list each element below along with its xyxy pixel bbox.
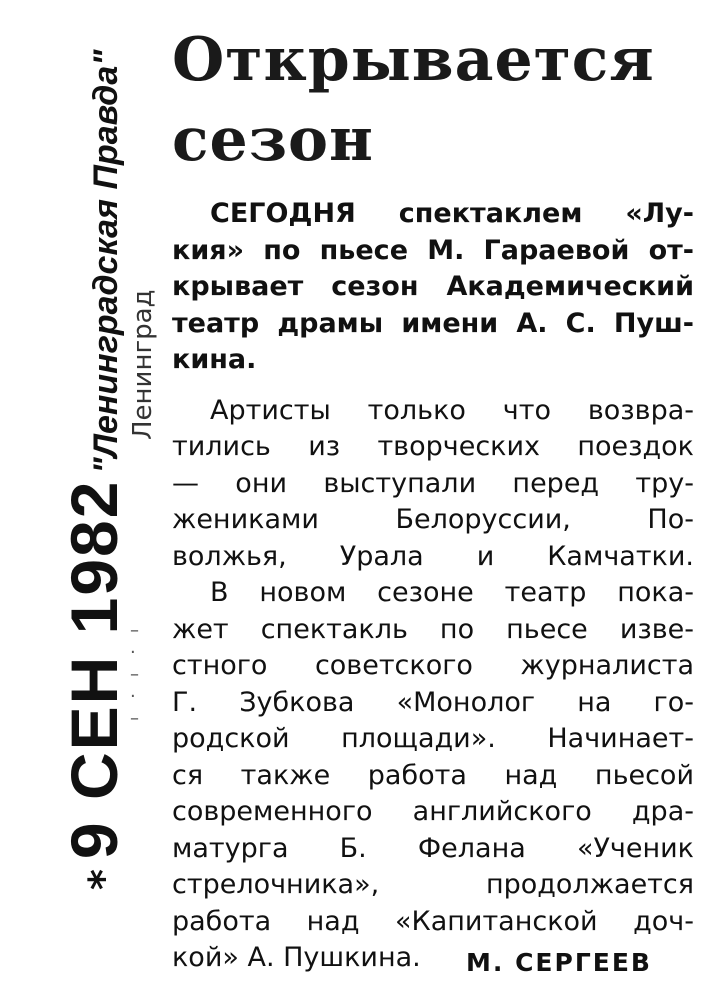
star-mark: * xyxy=(81,869,127,890)
author-signature: М. СЕРГЕЕВ xyxy=(466,948,652,977)
text-line: работа над «Капитанской доч- xyxy=(172,905,694,937)
text-line: стрелочника», продолжается xyxy=(172,869,694,900)
text-line: кия» по пьесе М. Гараевой от- xyxy=(172,234,694,266)
text-line: родской площади». Начинает- xyxy=(172,723,694,754)
stamp-date: 9 СЕН 1982 xyxy=(57,479,131,860)
text-line: театр драмы имени А. С. Пуш- xyxy=(172,307,694,339)
date-stamp xyxy=(56,50,132,890)
text-line: крывает сезон Академический xyxy=(172,271,694,302)
text-line: Г. Зубкова «Монолог на го- xyxy=(172,686,694,718)
text-line: кина. xyxy=(172,344,257,375)
text-line: — они выступали перед тру- xyxy=(172,467,694,499)
city-stamp: Ленинград xyxy=(128,289,158,440)
text-line: жениками Белоруссии, По- xyxy=(172,504,694,535)
dotted-divider: – · – · – xyxy=(130,620,139,729)
text-line: современного английского дра- xyxy=(172,796,694,827)
text-line: тились из творческих поездок xyxy=(172,431,694,462)
text-line: матурга Б. Фелана «Ученик xyxy=(172,832,694,864)
stamp-newspaper-name: "Ленинградская Правда" xyxy=(87,49,125,474)
paragraph-1 xyxy=(172,196,694,379)
text-line: волжья, Урала и Камчатки. xyxy=(172,540,694,572)
text-line: Артисты только что возвра- xyxy=(210,394,694,426)
text-line: кой» А. Пушкина. xyxy=(172,942,421,973)
paragraph-3 xyxy=(172,575,694,977)
article-headline xyxy=(172,20,655,180)
text-line: В новом сезоне театр пока- xyxy=(210,577,694,608)
text-line: СЕГОДНЯ спектаклем «Лу- xyxy=(210,198,694,229)
text-line: ся также работа над пьесой xyxy=(172,759,694,791)
paragraph-2 xyxy=(172,393,694,576)
text-line: стного советского журналиста xyxy=(172,650,694,681)
article-body xyxy=(172,196,694,977)
headline-line-1: Открывается xyxy=(172,25,655,95)
headline-line-2: сезон xyxy=(172,105,374,175)
text-line: жет спектакль по пьесе изве- xyxy=(172,613,694,645)
